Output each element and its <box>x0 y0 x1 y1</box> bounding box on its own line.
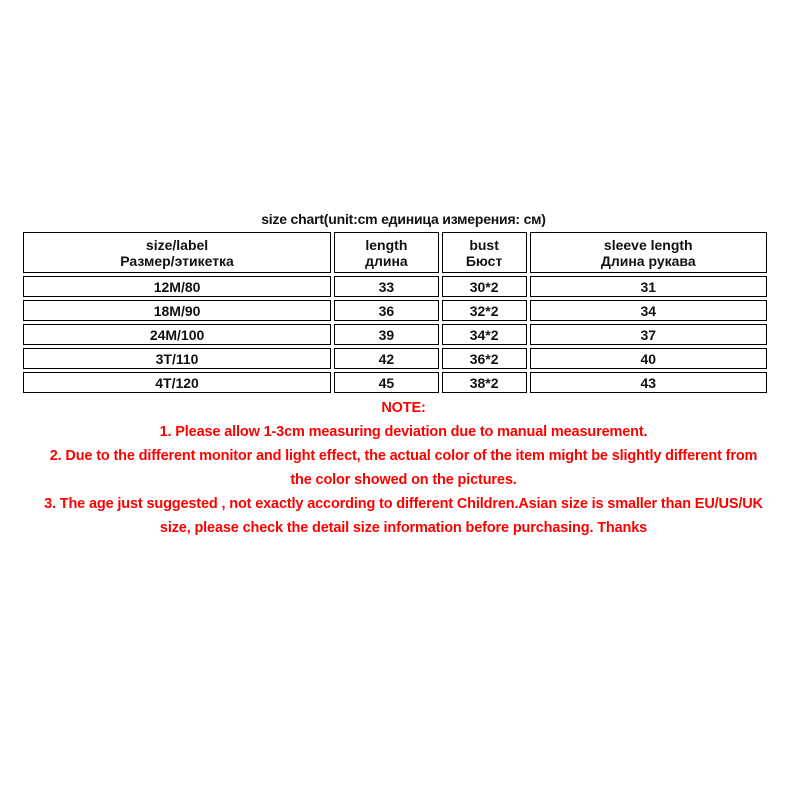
table-row <box>23 300 767 321</box>
cell-size: 3T/110 <box>23 348 331 369</box>
cell-size: 18M/90 <box>23 300 331 321</box>
header-sleeve-length <box>530 232 767 273</box>
notes-heading: NOTE: <box>381 400 426 416</box>
table-row <box>23 324 767 345</box>
header-size-label-ru: Размер/этикетка <box>120 252 234 269</box>
header-sleeve-length-ru: Длина рукава <box>600 252 696 269</box>
header-length <box>334 232 439 273</box>
header-size-label-en: size/label <box>145 236 209 253</box>
table-header-row <box>23 232 767 273</box>
header-bust-en: bust <box>469 236 499 253</box>
cell-length: 42 <box>334 348 439 369</box>
table-row <box>23 276 767 297</box>
cell-length: 33 <box>334 276 439 297</box>
size-chart-title: size chart(unit:cm единица измерения: см) <box>261 211 546 227</box>
table-row <box>23 372 767 393</box>
note-line: the color showed on the pictures. <box>290 472 517 488</box>
cell-size: 4T/120 <box>23 372 331 393</box>
cell-bust: 34*2 <box>442 324 527 345</box>
table-row <box>23 348 767 369</box>
cell-bust: 36*2 <box>442 348 527 369</box>
note-line: 1. Please allow 1-3cm measuring deviation due to manual measurement. <box>159 424 648 440</box>
cell-sleeve-length: 37 <box>530 324 767 345</box>
cell-length: 45 <box>334 372 439 393</box>
cell-length: 36 <box>334 300 439 321</box>
cell-bust: 38*2 <box>442 372 527 393</box>
cell-size: 24M/100 <box>23 324 331 345</box>
cell-bust: 32*2 <box>442 300 527 321</box>
cell-sleeve-length: 31 <box>530 276 767 297</box>
cell-size: 12M/80 <box>23 276 331 297</box>
header-bust-ru: Бюст <box>465 252 503 269</box>
notes-section <box>20 396 787 540</box>
note-line: size, please check the detail size information before purchasing. Thanks <box>159 520 648 536</box>
header-sleeve-length-en: sleeve length <box>603 236 693 253</box>
size-chart-table <box>20 229 770 396</box>
header-size-label <box>23 232 331 273</box>
cell-length: 39 <box>334 324 439 345</box>
cell-sleeve-length: 40 <box>530 348 767 369</box>
note-line: 3. The age just suggested , not exactly according to different Children.Asian size is smaller than EU/US/UK <box>44 496 763 512</box>
note-line: 2. Due to the different monitor and light effect, the actual color of the item might be slightly different from <box>49 448 758 464</box>
cell-bust: 30*2 <box>442 276 527 297</box>
cell-sleeve-length: 43 <box>530 372 767 393</box>
header-bust <box>442 232 527 273</box>
header-length-en: length <box>365 236 408 253</box>
cell-sleeve-length: 34 <box>530 300 767 321</box>
header-length-ru: длина <box>365 252 408 269</box>
